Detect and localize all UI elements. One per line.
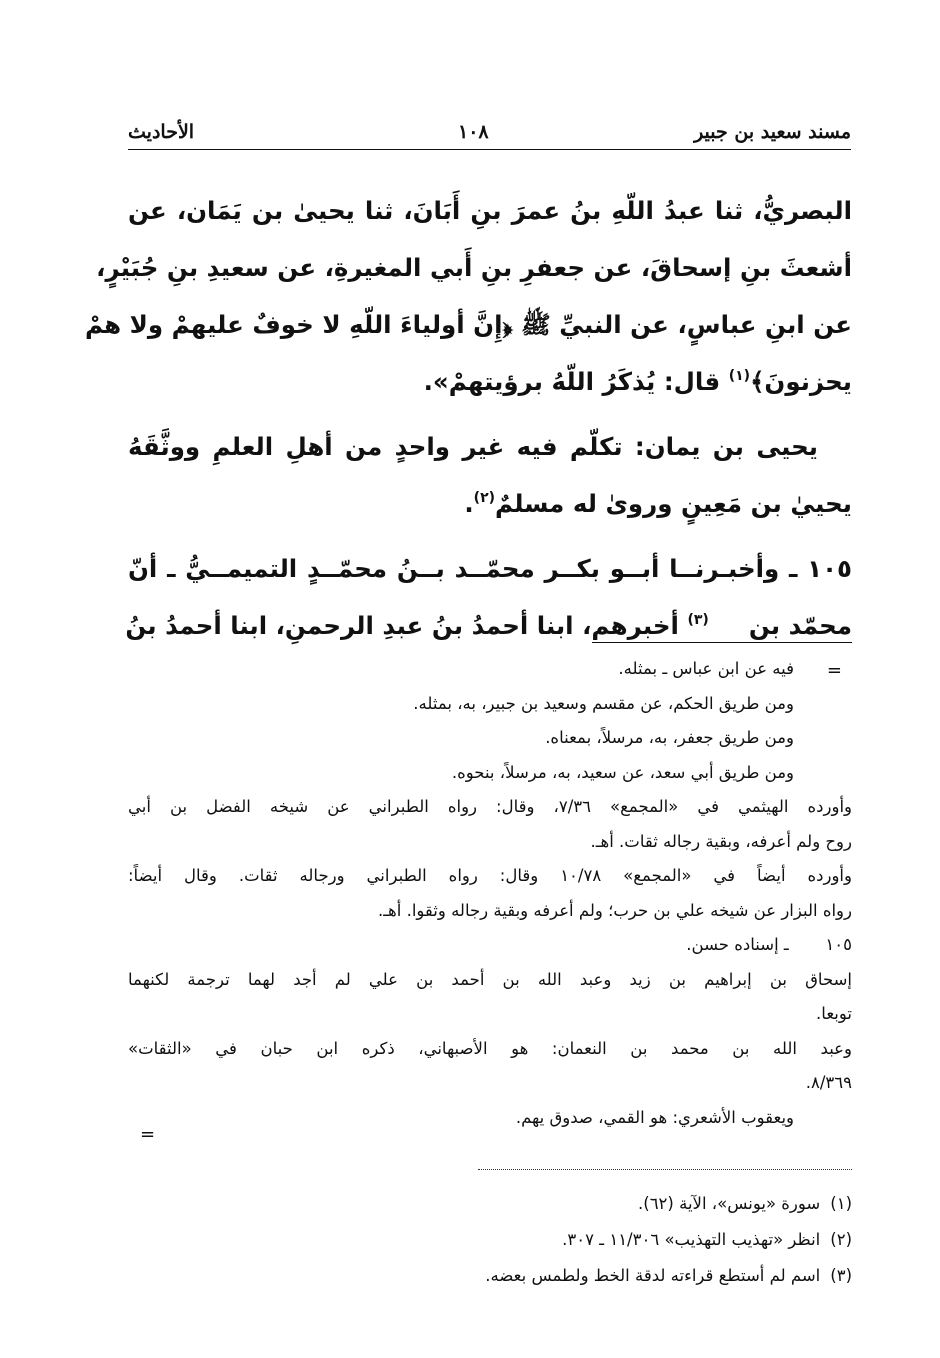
- main-line: أشعثَ بنِ إسحاقَ، عن جعفرِ بنِ أَبي المغيرةِ، عن سعيدِ بنِ جُبَيْرٍ،: [96, 253, 852, 282]
- footnote: [128, 1258, 852, 1294]
- continuation-end-mark: =: [140, 1124, 156, 1145]
- header-rule: [128, 149, 851, 150]
- main-line: عن ابنِ عباسٍ، عن النبيِّ ﷺ ﴿إِنَّ أولياءَ اللّهِ لا خوفٌ عليهمْ ولا همْ: [84, 310, 852, 339]
- footnotes-separator-rule: [478, 1169, 852, 1170]
- note-line: إسحاق بن إبراهيم بن زيد وعبد الله بن أحمد بن علي لم أجد لهما ترجمة لكنهما: [128, 969, 852, 989]
- footnote-ref: (٣): [687, 612, 709, 628]
- footnote-text: سورة «يونس»، الآية (٦٢).: [638, 1194, 821, 1213]
- note-line: [128, 928, 852, 963]
- quran-end: يحزنونَ﴾: [750, 367, 852, 396]
- hadith-105-line: ١٠٥ ـ وأخبـرنــا أبــو بكــر محمّــد بــنُ محمّــدٍ التميمــيُّ ـ أنّ: [128, 554, 852, 583]
- footnote: [128, 1222, 852, 1258]
- note-line: روح ولم أعرفه، وبقية رجاله ثقات. أهـ.: [590, 831, 852, 851]
- main-line: يحيى بن يمان: تكلّم فيه غير واحدٍ من أهلِ العلمِ ووثَّقَهُ: [128, 432, 818, 461]
- continuation-mark: =: [826, 660, 842, 681]
- book-title: مسند سعيد بن جبير: [694, 121, 851, 143]
- footnotes: [128, 1186, 852, 1294]
- note-line: ويعقوب الأشعري: هو القمي، صدوق يهم.: [515, 1107, 794, 1127]
- main-line: [128, 475, 852, 532]
- notes-separator-rule: [592, 642, 852, 643]
- note-line: توبعا.: [816, 1004, 852, 1023]
- note-line: رواه البزار عن شيخه علي بن حرب؛ ولم أعرفه وبقية رجاله وثقوا. أهـ.: [377, 900, 852, 920]
- footnote-text: انظر «تهذيب التهذيب» ١١/٣٠٦ ـ ٣٠٧.: [562, 1230, 821, 1249]
- main-line-text: يحييٰ بن مَعِينٍ وروىٰ له مسلمٌ: [495, 489, 852, 518]
- note-number: ١٠٥: [825, 935, 852, 954]
- page-number: ١٠٨: [458, 121, 489, 143]
- note-line: ومن طريق جعفر، به، مرسلاً، بمعناه.: [545, 728, 794, 747]
- main-line-text: أخبرهم، ابنا أحمدُ بنُ عبدِ الرحمنِ، ابنا أحمدُ بنُ: [125, 611, 688, 640]
- main-line: البصريُّ، ثنا عبدُ اللّهِ بنُ عمرَ بنِ أَبَانَ، ثنا يحيىٰ بن يَمَان، عن: [128, 196, 852, 225]
- note-line: فيه عن ابن عباس ـ بمثله.: [618, 659, 794, 678]
- section-title: الأحاديث: [128, 121, 195, 143]
- footnote-number: (٢): [830, 1230, 852, 1249]
- main-line: [125, 597, 852, 654]
- paragraph-gap: [128, 532, 852, 540]
- commentary-notes: [128, 652, 852, 1135]
- note-line-text: ـ إسناده حسن.: [686, 935, 789, 954]
- footnote-number: (١): [830, 1194, 852, 1213]
- main-line-text: قال: يُذكَرُ اللّهُ برؤيتهمْ».: [423, 367, 729, 396]
- main-line-text: محمّد بن: [748, 611, 852, 640]
- note-line: وأورده أيضاً في «المجمع» ١٠/٧٨ وقال: رواه الطبراني ورجاله ثقات. وقال أيضاً:: [128, 866, 852, 885]
- main-line: [128, 353, 852, 410]
- footnote: [128, 1186, 852, 1222]
- note-line: وعبد الله بن محمد بن النعمان: هو الأصبهاني، ذكره ابن حبان في «الثقات»: [128, 1038, 852, 1058]
- main-text: [84, 182, 852, 654]
- main-line-text: .: [464, 489, 474, 518]
- note-line: ومن طريق أبي سعد، عن سعيد، به، مرسلاً، بنحوه.: [451, 762, 794, 782]
- note-line: ومن طريق الحكم، عن مقسم وسعيد بن جبير، به، بمثله.: [413, 693, 794, 713]
- page-header: [128, 118, 851, 150]
- note-line: ٨/٣٦٩.: [805, 1073, 852, 1092]
- footnote-text: اسم لم أستطع قراءته لدقة الخط ولطمس بعضه.: [485, 1266, 821, 1285]
- footnote-number: (٣): [830, 1266, 852, 1285]
- paragraph-gap: [128, 410, 852, 418]
- footnote-ref: (١): [728, 368, 751, 384]
- note-line: وأورده الهيثمي في «المجمع» ٧/٣٦، وقال: رواه الطبراني عن شيخه الفضل بن أبي: [128, 797, 852, 816]
- footnote-ref: (٢): [473, 490, 496, 506]
